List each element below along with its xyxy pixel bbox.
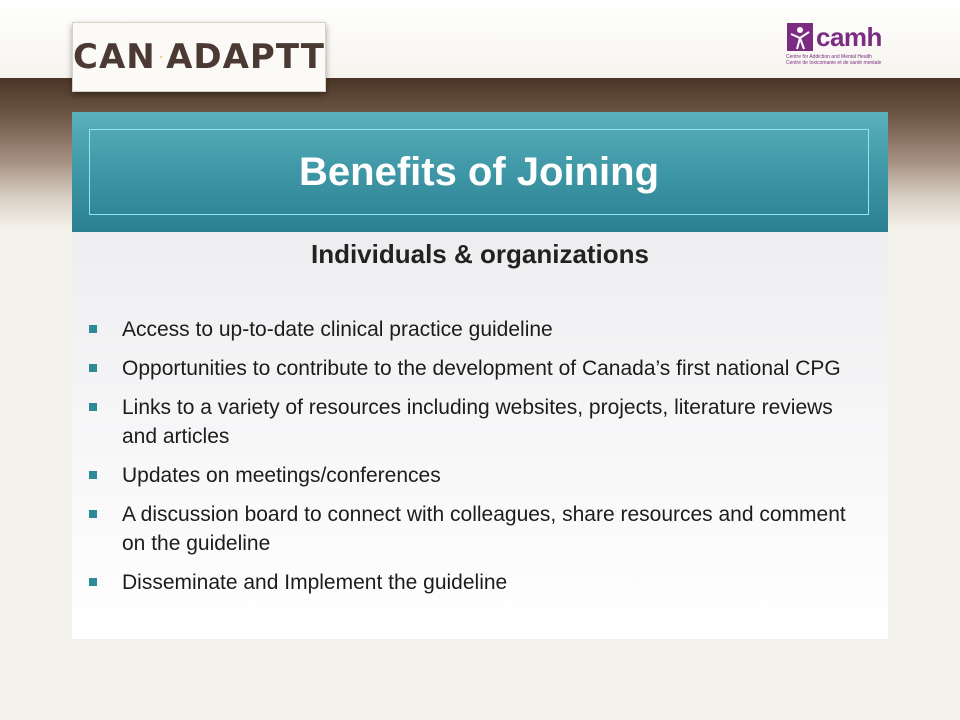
slide-subtitle: Individuals & organizations [310, 239, 650, 269]
bullet-item [89, 315, 849, 344]
content-panel [72, 112, 888, 639]
maple-leaf-icon [160, 37, 162, 77]
bullet-list [89, 315, 849, 607]
square-bullet-icon [89, 403, 97, 411]
square-bullet-icon [89, 364, 97, 372]
bullet-text: Opportunities to contribute to the development of Canada’s first national CPG [122, 357, 841, 380]
logo-text-can: CAN [73, 37, 156, 77]
bullet-item [89, 461, 849, 490]
square-bullet-icon [89, 510, 97, 518]
bullet-item [89, 393, 849, 451]
camh-wordmark: camh [816, 22, 882, 52]
bullet-text: Disseminate and Implement the guideline [122, 571, 508, 594]
slide-title: Benefits of Joining [299, 149, 659, 194]
camh-figure-icon [786, 22, 814, 52]
camh-subtitle-fr: Centre de toxicomanie et de santé mentale [786, 60, 882, 66]
bullet-text: Access to up-to-date clinical practice guideline [122, 318, 553, 341]
logo-text-adaptt: ADAPTT [166, 37, 325, 77]
square-bullet-icon [89, 325, 97, 333]
bullet-item [89, 568, 849, 597]
camh-subtitle-en: Centre for Addiction and Mental Health [786, 54, 872, 60]
camh-logo [786, 22, 882, 72]
bullet-item [89, 500, 849, 558]
bullet-text: Updates on meetings/conferences [122, 464, 441, 487]
bullet-item [89, 354, 849, 383]
square-bullet-icon [89, 578, 97, 586]
bullet-text: Links to a variety of resources including websites, projects, literature reviews and articles [122, 396, 833, 448]
title-bar [72, 112, 888, 232]
title-frame [89, 129, 869, 215]
bullet-text: A discussion board to connect with colleagues, share resources and comment on the guideline [122, 503, 846, 555]
can-adaptt-logo [72, 22, 326, 92]
square-bullet-icon [89, 471, 97, 479]
